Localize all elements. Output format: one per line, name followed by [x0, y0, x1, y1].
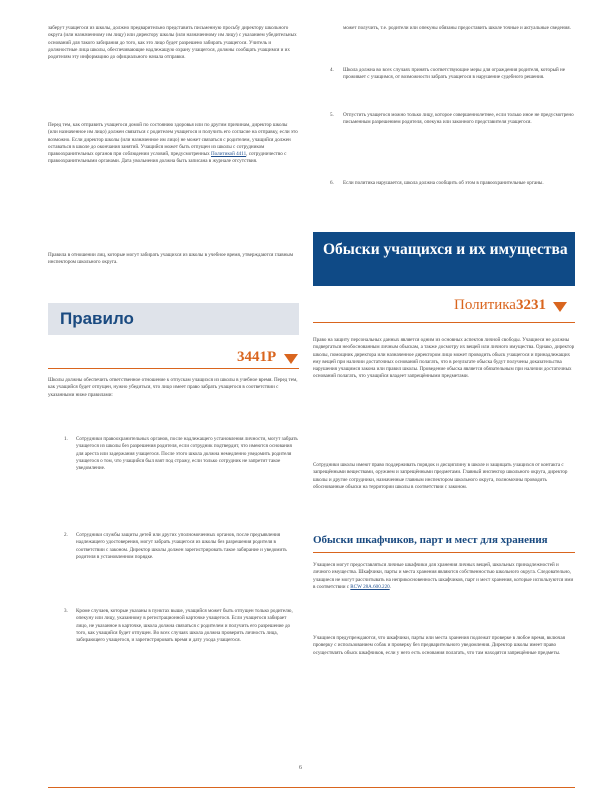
page-number: 6	[299, 765, 302, 771]
right-item-number: 4.	[330, 67, 334, 73]
rule-item-text: Кроме случаев, которые указаны в пунктах выше, учащийся может быть отпущен только родителю, опекуну или лицу, указанному в регистрационной карточке учащегося. Если учащегося забирает лицо, не указанное в карточке, школа должна связаться с родителем и получить его разрешение до того, как учащийся будет отпущен. Во всех случаях школа должна проверить личность лица, забирающего учащегося, и зарегистрировать время и дату ухода учащегося.	[76, 608, 293, 644]
search-banner	[313, 232, 575, 286]
rule-item-number: 1.	[64, 436, 68, 442]
policy-code	[454, 297, 546, 314]
left-top-paragraph-2	[48, 122, 298, 166]
lockers-divider	[313, 552, 575, 553]
rule-banner	[48, 303, 299, 335]
policy-4411-link[interactable]: Политикой 4411	[211, 151, 247, 158]
right-item-text: Отпустить учащегося можно только лицу, которое совершеннолетнее, если только иное не предусмотрено письменным разрешением родителя, опекуна или законного представителя учащегося.	[343, 112, 574, 126]
left-top-paragraph-1: заберут учащегося из школы, должно предварительно представить письменную просьбу директору школьного округа (или назначенному им лицу) или директору школы (или назначенному им лицу) с указанием убедительных оснований для такого забирания до того, как это лицо будет разрешено забирать учащегося. Учитель и должностные лица школы, обеспечивающие надлежащую охрану учащегося, должны сообщать учащимся и их родителям эту информацию до официального начала отправки.	[48, 25, 297, 61]
lockers-paragraph-1: Учащиеся могут предоставляться личные шкафчики для хранения личных вещей, школьных принадлежностей и личного имущества. Шкафчики, парты и места хранения являются собственностью школьного округа. Следовательно, учащиеся не могут рассчитывать на неприкосновенность шкафчиков, парт и мест хранения, которые используются ими в соответствии с RCW 28A.600.220.	[313, 562, 574, 590]
policy-code-prefix: Политика	[454, 297, 516, 313]
policy-code-arrow-icon	[553, 302, 567, 312]
right-item-text: Если политика нарушается, школа должна сообщить об этом в правоохранительные органы.	[343, 180, 544, 186]
right-item-number: 5.	[330, 112, 334, 118]
rule-item-text: Сотрудники правоохранительных органов, после надлежащего установления личности, могут забрать учащегося из школы без разрешения родителя, если сотрудник подтвердит, что имеются основания для ареста или задержания учащегося. После этого школа должна немедленно уведомить родителя учащегося о том, что учащийся был взят под стражу, если только сотрудник не запретит такое уведомление.	[76, 436, 298, 472]
left-top-paragraph-3: Правила в отношении лиц, которые могут забирать учащихся из школы в учебное время, утверждаются главным инспектором школьного округа.	[48, 252, 294, 266]
policy-code-number: 3231	[515, 297, 546, 313]
right-item-text: Школа должна во всех случаях принять соответствующие меры для ограждения родителя, который не проживает с учащимся, от возможности забрать учащегося в нарушение судебного решения.	[343, 67, 566, 81]
rule-item-text: Сотрудники службы защиты детей или других уполномоченных органов, после предъявления надлежащего удостоверения, могут забрать учащегося из школы без разрешения родителя в соответствии с законом. Директор школы должен зарегистрировать такое забирание и уведомить родителя в установленном порядке.	[76, 532, 287, 560]
rule-code: 3441P	[237, 349, 277, 365]
rule-intro: Школы должны обеспечить ответственное отношение к отпускам учащихся из школы в учебное время. Перед тем, как учащийся будет отпущен, нужно убедиться, что лицо имеет право забрать учащегося в соответствии с указанными ниже правилами:	[48, 377, 298, 398]
search-banner-title: Обыски учащихся и их имущества	[323, 241, 568, 258]
lockers-paragraph-1-text: Учащиеся могут предоставляться личные шкафчики для хранения личных вещей, школьных принадлежностей и личного имущества. Шкафчики, парты и места хранения являются собственностью школьного округа. Следовательно, учащиеся не могут рассчитывать на неприкосновенность шкафчиков, парт и мест хранения, которые используются ими в соответствии с	[313, 562, 574, 590]
rule-banner-title: Правило	[60, 309, 134, 328]
search-paragraph-2: Сотрудники школы имеют право поддерживать порядок и дисциплину в школе и защищать учащихся от контакта с запрещёнными веществами, оружием и запрещёнными предметами. Главный инспектор школьного округа, директор школы и другие сотрудники, назначенные главным инспектором школьного округа, полномочны проводить обоснованные обыски на территории школы в соответствии с законом.	[313, 462, 568, 490]
footer-divider	[48, 787, 575, 788]
lockers-heading: Обыски шкафчиков, парт и мест для хранения	[313, 534, 548, 546]
left-top-paragraph-2-tail: , сотрудничество с правоохранительными органами. Дата увольнения должна быть записана в журнале отсутствия.	[48, 151, 287, 165]
lockers-paragraph-2: Учащиеся предупреждаются, что шкафчики, парты или места хранения подлежат проверке в любое время, включая проверку с использованием собак и проверку без предварительного уведомления. Директор школы имеет право осуществлять обыск шкафчиков, если у него есть основания полагать, что там находятся запрещённые предметы.	[313, 635, 565, 656]
left-top-paragraph-2-text: Перед тем, как отправить учащегося домой по состоянию здоровья или по другим причинам, директор школы (или назначенное им лицо) должен связаться с родителем учащегося и получить его согласие на отправку, если это возможно. Если директор школы (или назначенное им лицо) не может связаться с родителем, учащийся должен оставаться в школе до окончания занятий. Учащийся может быть отпущен из школы с сотрудником правоохранительных органов при соблюдении условий, предусмотренных	[48, 122, 298, 158]
rule-item-number: 2.	[64, 532, 68, 538]
rule-item-number: 3.	[64, 608, 68, 614]
right-item-number: 6.	[330, 180, 334, 186]
right-top-paragraph: может получить, т.е. родители или опекуны обязаны предоставить школе точные и актуальные сведения.	[343, 25, 571, 31]
search-paragraph-1: Право на защиту персональных данных является одним из основных аспектов личной свободы. Учащиеся не должны подвергаться необоснованным личным обыскам, а также досмотру их вещей или личного имущества. Однако, директор школы, помощник директора или назначенное директором лицо может проводить обыск учащегося и принадлежащих ему вещей при наличии достаточных оснований полагать, что в результате обыска будут получены доказательства нарушения учащимся закона или правил школы. Проведение обыска является обязательным при наличии достаточных оснований полагать, что учащийся владеет запрещёнными предметами.	[313, 337, 575, 380]
rcw-link[interactable]: RCW 28A.600.220	[350, 583, 390, 590]
policy-divider	[313, 322, 575, 323]
rule-divider	[48, 368, 299, 369]
rule-code-arrow-icon	[284, 354, 298, 364]
